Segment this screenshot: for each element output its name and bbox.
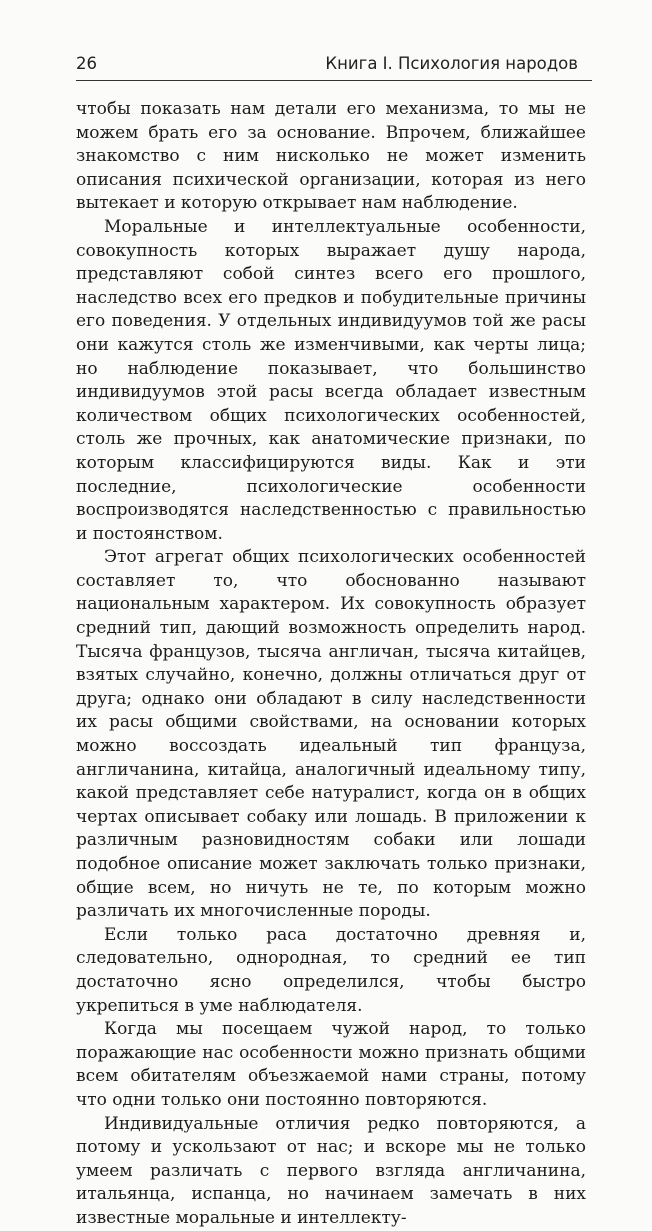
paragraph: Индивидуальные отличия редко повторяются, а потому и ускользают от нас; и вскоре мы не только умеем различать с первого взгляда англичанина, итальянца, испанца, но начинаем замечать в них известные моральные и интеллекту- <box>76 1113 586 1228</box>
header-rule <box>76 80 592 81</box>
paragraph: Если только раса достаточно древняя и, следовательно, однородная, то средний ее тип достаточно ясно определился, чтобы быстро укрепиться в уме наблюдателя. <box>76 924 586 1016</box>
paragraph: Этот агрегат общих психологических особенностей составляет то, что обоснованно называют национальным характером. Их совокупность образует средний тип, дающий возможность определить народ. Тысяча французов, тысяча англичан, тысяча китайцев, взятых случайно, конечно, должны отличаться друг от друга; однако они обладают в силу наследственности их расы общими свойствами, на основании которых можно воссоздать идеальный тип француза, англичанина, китайца, аналогичный идеальному типу, какой представляет себе натуралист, когда он в общих чертах описывает собаку или лошадь. В приложении к различным разновидностям собаки или лошади подобное описание может заключать только признаки, общие всем, но ничуть не те, по которым можно различать их многочисленные породы. <box>76 547 586 922</box>
paragraph: Когда мы посещаем чужой народ, то только поражающие нас особенности можно признать общими всем обитателям объезжаемой нами страны, потому что одни только они постоянно повторяются. <box>76 1019 586 1110</box>
paragraph: Моральные и интеллектуальные особенности, совокупность которых выражает душу народа, представляют собой синтез всего его прошлого, наследство всех его предков и побудительные причины его поведения. У отдельных индивидуумов той же расы они кажутся столь же изменчивыми, как черты лица; но наблюдение показывает, что большинство индивидуумов этой расы всегда обладает известным количеством общих психологических особенностей, столь же прочных, как анатомические признаки, по которым классифицируются виды. Как и эти последние, психологические особенности воспроизводятся наследственностью с правильностью и постоянством. <box>76 216 586 544</box>
body-text <box>76 98 586 1231</box>
paragraph-continued: чтобы показать нам детали его механизма, то мы не можем брать его за основание. Впрочем, ближайшее знакомство с ним нисколько не может изменить описания психической организации, которая из него вытекает и которую открывает нам наблюдение. <box>76 99 586 214</box>
page-number: 26 <box>76 54 97 73</box>
running-head <box>76 54 592 74</box>
running-head-title: Книга I. Психология народов <box>325 54 578 73</box>
